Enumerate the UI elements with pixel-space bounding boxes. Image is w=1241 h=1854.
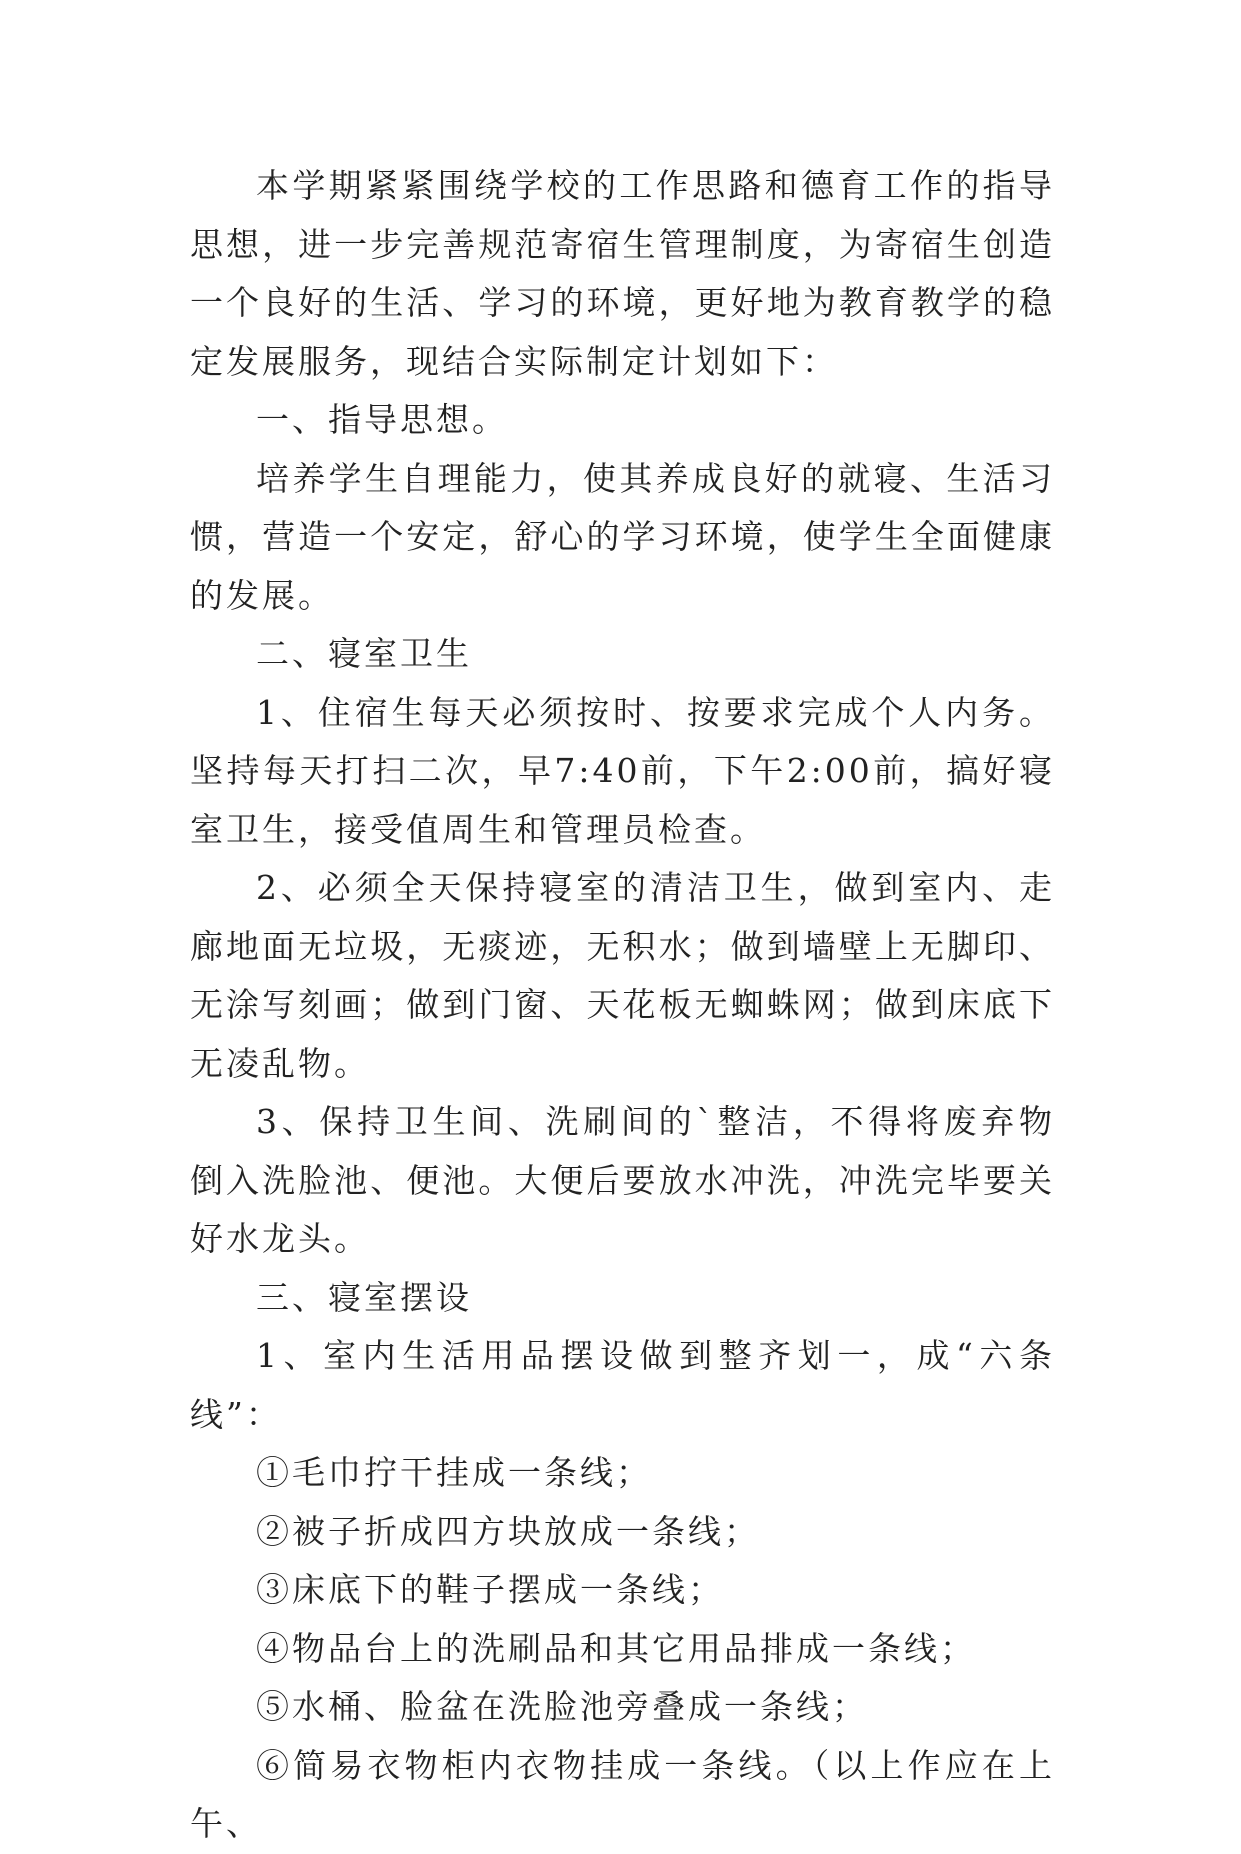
document-body bbox=[190, 157, 1055, 1854]
dorm-hygiene-item-3: 3、保持卫生间、洗刷间的`整洁，不得将废弃物倒入洗脸池、便池。大便后要放水冲洗，冲洗完毕要关好水龙头。 bbox=[190, 1102, 1055, 1258]
six-lines-item-6: ⑥简易衣物柜内衣物挂成一条线。（以上作应在上午、 bbox=[190, 1745, 1055, 1843]
six-lines-item-3: ③床底下的鞋子摆成一条线； bbox=[256, 1570, 724, 1609]
dorm-hygiene-item-1: 1、住宿生每天必须按时、按要求完成个人内务。坚持每天打扫二次，早7:40前，下午2:00前，搞好寝室卫生，接受值周生和管理员检查。 bbox=[190, 692, 1055, 849]
six-lines-item-5: ⑤水桶、脸盆在洗脸池旁叠成一条线； bbox=[256, 1687, 868, 1726]
section-heading-guiding-thought: 一、指导思想。 bbox=[256, 400, 508, 439]
six-lines-item-1: ①毛巾拧干挂成一条线； bbox=[256, 1453, 652, 1492]
six-lines-item-4: ④物品台上的洗刷品和其它用品排成一条线； bbox=[256, 1628, 976, 1668]
intro-paragraph: 本学期紧紧围绕学校的工作思路和德育工作的指导思想，进一步完善规范寄宿生管理制度，为寄宿生创造一个良好的生活、学习的环境，更好地为教育教学的稳定发展服务，现结合实际制定计划如下： bbox=[190, 166, 1055, 381]
dorm-arrangement-item-1: 1、室内生活用品摆设做到整齐划一，成“六条线”： bbox=[190, 1336, 1055, 1434]
guiding-thought-paragraph: 培养学生自理能力，使其养成良好的就寝、生活习惯，营造一个安定，舒心的学习环境，使学生全面健康的发展。 bbox=[190, 458, 1055, 615]
six-lines-item-2: ②被子折成四方块放成一条线； bbox=[256, 1511, 760, 1551]
dorm-hygiene-item-2: 2、必须全天保持寝室的清洁卫生，做到室内、走廊地面无垃圾，无痰迹，无积水；做到墙壁上无脚印、无涂写刻画；做到门窗、天花板无蜘蛛网；做到床底下无凌乱物。 bbox=[190, 868, 1055, 1083]
section-heading-dorm-hygiene: 二、寝室卫生 bbox=[256, 634, 472, 673]
section-heading-dorm-arrangement: 三、寝室摆设 bbox=[256, 1277, 472, 1317]
